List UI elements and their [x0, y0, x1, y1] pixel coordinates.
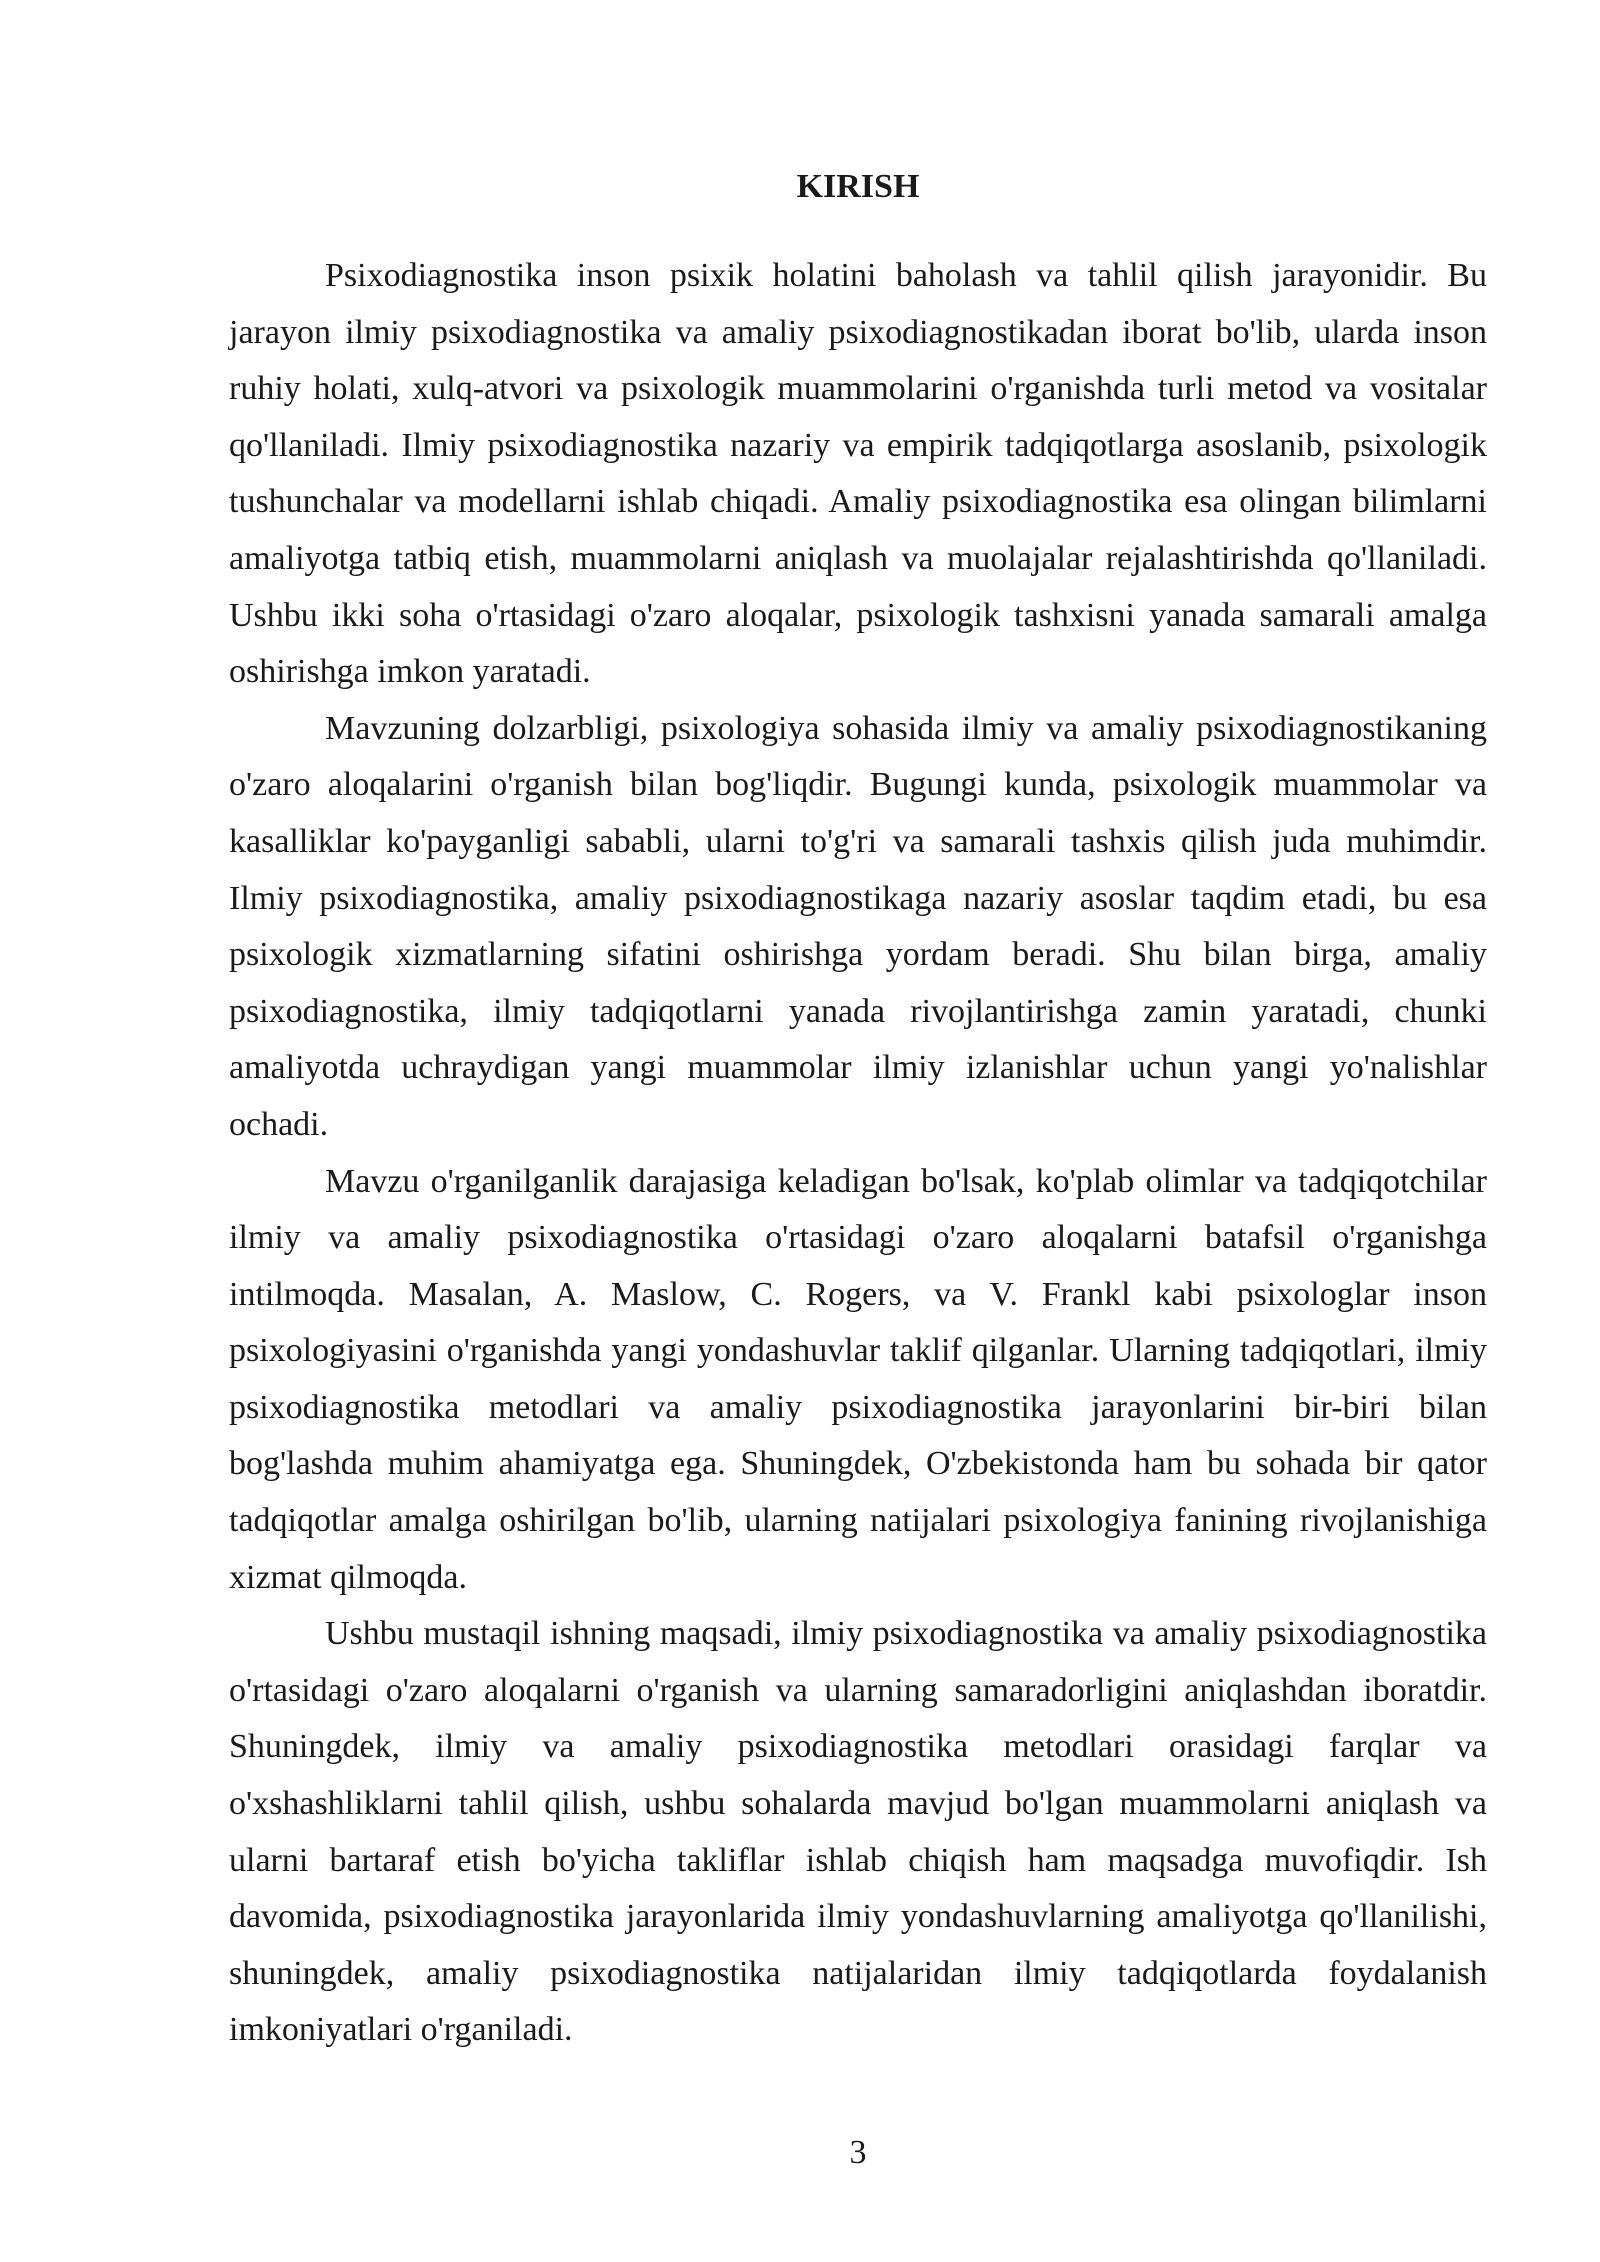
paragraph-intro: Psixodiagnostika inson psixik holatini baholash va tahlil qilish jarayonidir. Bu jarayon ilmiy psixodiagnostika va amaliy psixodiagnostikadan iborat bo'lib, ularda inson ruhiy holati, xulq-atvori va psixologik muammolarini o'rganishda turli metod va vositalar qo'llaniladi. Ilmiy psixodiagnostika nazariy va empirik tadqiqotlarga asoslanib, psixologik tushunchalar va modellarni ishlab chiqadi. Amaliy psixodiagnostika esa olingan bilimlarni amaliyotga tatbiq etish, muammolarni aniqlash va muolajalar rejalashtirishda qo'llaniladi. Ushbu ikki soha o'rtasidagi o'zaro aloqalar, psixologik tashxisni yanada samarali amalga oshirishga imkon yaratadi.	[229, 257, 1487, 691]
paragraph-goal: Ushbu mustaqil ishning maqsadi, ilmiy psixodiagnostika va amaliy psixodiagnostika o'rtasidagi o'zaro aloqalarni o'rganish va ularning samaradorligini aniqlashdan iboratdir. Shuningdek, ilmiy va amaliy psixodiagnostika metodlari orasidagi farqlar va o'xshashliklarni tahlil qilish, ushbu sohalarda mavjud bo'lgan muammolarni aniqlash va ularni bartaraf etish bo'yicha takliflar ishlab chiqish ham maqsadga muvofiqdir. Ish davomida, psixodiagnostika jarayonlarida ilmiy yondashuvlarning amaliyotga qo'llanilishi, shuningdek, amaliy psixodiagnostika natijalaridan ilmiy tadqiqotlarda foydalanish imkoniyatlari o'rganiladi.	[229, 1615, 1487, 2049]
page-title: KIRISH	[796, 168, 920, 205]
body-text	[229, 248, 1487, 2059]
paragraph-study-level: Mavzu o'rganilganlik darajasiga keladigan bo'lsak, ko'plab olimlar va tadqiqotchilar ilmiy va amaliy psixodiagnostika o'rtasidagi o'zaro aloqalarni batafsil o'rganishga intilmoqda. Masalan, A. Maslow, C. Rogers, va V. Frankl kabi psixologlar inson psixologiyasini o'rganishda yangi yondashuvlar taklif qilganlar. Ularning tadqiqotlari, ilmiy psixodiagnostika metodlari va amaliy psixodiagnostika jarayonlarini bir-biri bilan bog'lashda muhim ahamiyatga ega. Shuningdek, O'zbekistonda ham bu sohada bir qator tadqiqotlar amalga oshirilgan bo'lib, ularning natijalari psixologiya fanining rivojlanishiga xizmat qilmoqda.	[229, 1162, 1487, 1596]
paragraph-relevance: Mavzuning dolzarbligi, psixologiya sohasida ilmiy va amaliy psixodiagnostikaning o'zaro aloqalarini o'rganish bilan bog'liqdir. Bugungi kunda, psixologik muammolar va kasalliklar ko'payganligi sababli, ularni to'g'ri va samarali tashxis qilish juda muhimdir. Ilmiy psixodiagnostika, amaliy psixodiagnostikaga nazariy asoslar taqdim etadi, bu esa psixologik xizmatlarning sifatini oshirishga yordam beradi. Shu bilan birga, amaliy psixodiagnostika, ilmiy tadqiqotlarni yanada rivojlantirishga zamin yaratadi, chunki amaliyotda uchraydigan yangi muammolar ilmiy izlanishlar uchun yangi yo'nalishlar ochadi.	[229, 709, 1487, 1143]
document-page	[229, 0, 1487, 2262]
page-number: 3	[849, 2134, 867, 2171]
